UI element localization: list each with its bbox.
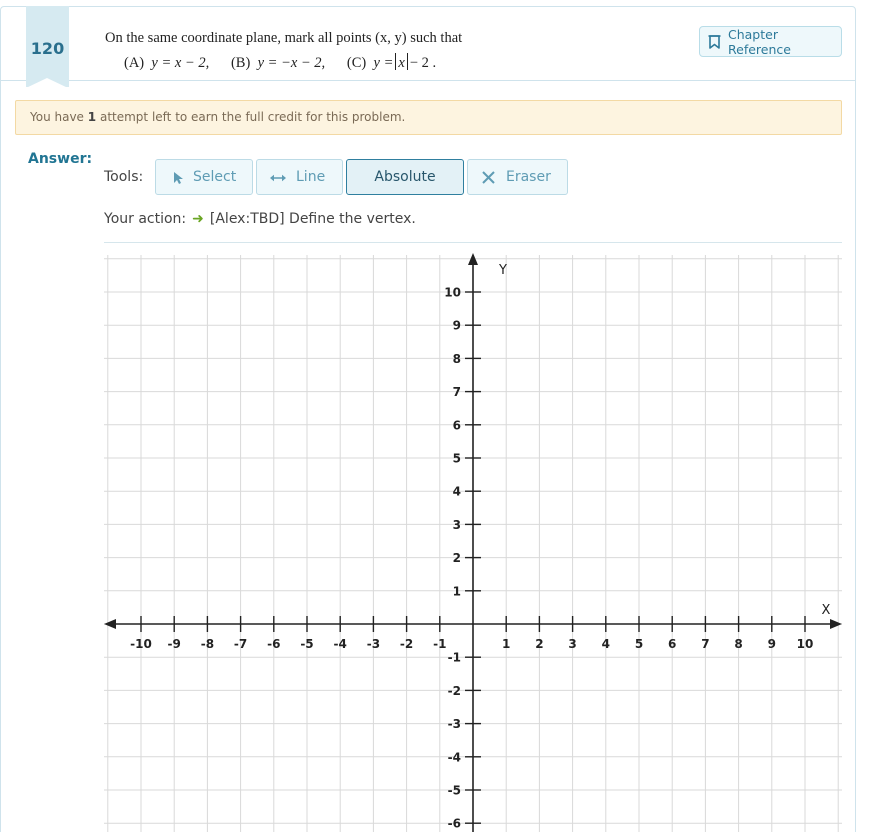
part-c: (C) y = x − 2 .	[346, 55, 437, 71]
tool-line-button[interactable]	[256, 159, 343, 195]
x-tick-label: -6	[267, 637, 281, 651]
x-tick-label: 6	[668, 637, 677, 651]
x-tick-label: 5	[634, 637, 644, 651]
problem-header	[0, 6, 856, 81]
x-tick-label: 2	[535, 637, 544, 651]
bookmark-icon	[708, 35, 721, 49]
right-arrow-icon: ➜	[192, 211, 204, 227]
x-tick-label: 1	[502, 637, 511, 651]
y-tick-label: 3	[452, 517, 461, 532]
y-tick-label: 1	[452, 584, 461, 599]
tool-absolute-label: Absolute	[374, 169, 436, 185]
x-tick-label: 10	[796, 637, 814, 651]
x-tick-label: -2	[399, 637, 414, 651]
question-parts	[124, 53, 436, 72]
action-line	[104, 211, 416, 227]
abs-bar-left	[395, 53, 396, 70]
tool-eraser-button[interactable]	[467, 159, 568, 195]
x-tick-label: -4	[333, 637, 347, 651]
y-tick-label: 4	[452, 484, 461, 499]
y-tick-label: 5	[452, 451, 461, 466]
x-tick-label: -3	[366, 637, 381, 651]
x-icon	[482, 171, 495, 184]
x-axis-arrow-left	[104, 619, 116, 629]
x-tick-label: 9	[767, 637, 776, 651]
coordinate-plane[interactable]	[104, 243, 844, 832]
question-text	[105, 30, 462, 47]
x-tick-label: -5	[300, 637, 314, 651]
attempts-notice: You have 1 attempt left to earn the full credit for this problem.	[15, 100, 842, 135]
question-line1: On the same coordinate plane, mark all points (x, y) such that	[105, 30, 463, 46]
cursor-icon	[173, 171, 185, 185]
x-tick-label: 8	[734, 637, 743, 651]
y-tick-label: -4	[447, 750, 461, 765]
x-tick-label: -9	[167, 637, 181, 651]
y-tick-label: 2	[452, 551, 461, 566]
x-axis-arrow-right	[830, 619, 842, 629]
x-tick-label: -7	[233, 637, 248, 651]
chapter-reference-label: Chapter Reference	[728, 26, 791, 57]
chapter-reference-button[interactable]	[699, 26, 842, 57]
y-tick-label: -3	[447, 717, 461, 732]
tool-select-label: Select	[193, 169, 237, 185]
y-tick-label: -6	[447, 816, 461, 831]
y-tick-label: 10	[444, 285, 461, 300]
x-tick-label: 7	[701, 637, 710, 651]
tool-line-label: Line	[296, 169, 326, 185]
x-tick-label: -1	[433, 637, 447, 651]
y-tick-label: 9	[452, 318, 461, 333]
action-label: Your action:	[104, 211, 187, 227]
attempts-count: 1	[87, 110, 97, 124]
y-tick-label: 7	[452, 385, 461, 400]
action-text: [Alex:TBD] Define the vertex.	[209, 211, 416, 227]
x-tick-label: -8	[200, 637, 215, 651]
abs-bar-right	[407, 53, 408, 70]
tool-eraser-label: Eraser	[506, 169, 551, 185]
x-axis-label: X	[821, 603, 831, 618]
tool-select-button[interactable]	[155, 159, 253, 195]
part-a: (A) y = x − 2,	[124, 55, 210, 71]
part-b: (B) y = −x − 2,	[230, 55, 326, 71]
problem-number: 120	[30, 39, 65, 58]
double-arrow-icon	[270, 174, 286, 182]
y-tick-label: 8	[452, 351, 461, 366]
y-tick-label: -1	[447, 650, 461, 665]
answer-label: Answer:	[28, 151, 93, 167]
y-axis-label: Y	[499, 263, 507, 278]
tool-absolute-button[interactable]	[346, 159, 464, 195]
tools-label: Tools:	[104, 169, 144, 185]
y-tick-label: -5	[447, 783, 461, 798]
x-tick-label: 4	[601, 637, 610, 651]
x-tick-label: 3	[568, 637, 577, 651]
y-tick-label: 6	[452, 418, 461, 433]
x-tick-label: -10	[130, 637, 152, 651]
y-tick-label: -2	[447, 683, 461, 698]
